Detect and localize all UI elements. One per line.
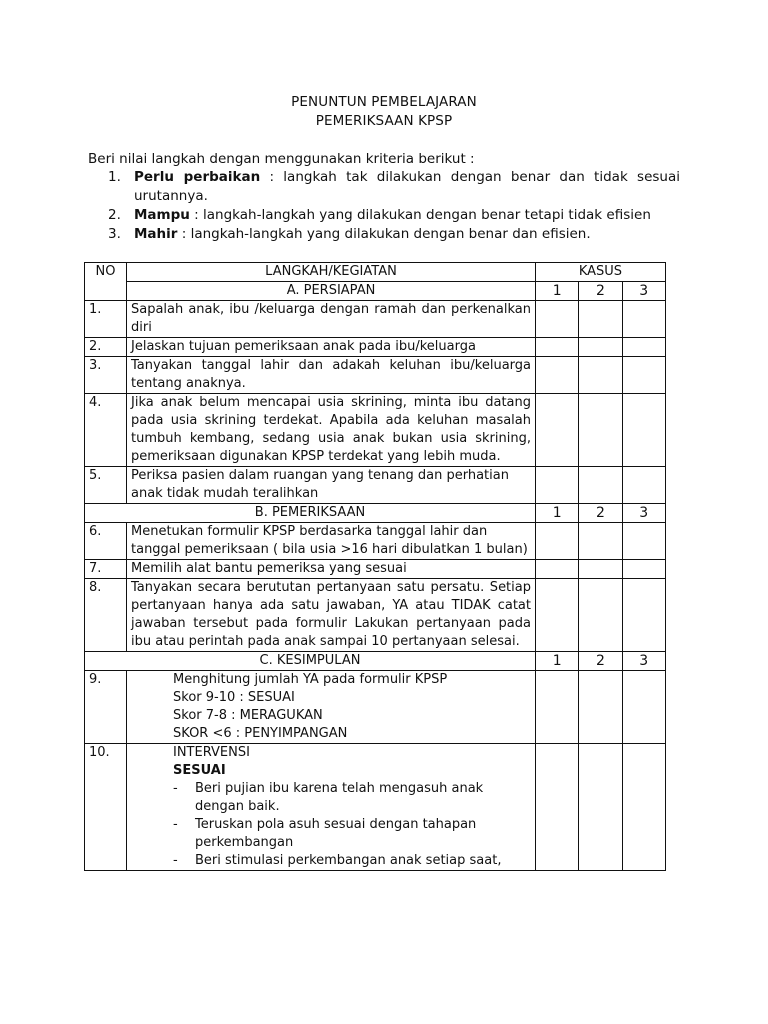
row-number: 6. [85, 523, 127, 560]
score-cell[interactable] [622, 357, 665, 394]
score-cell[interactable] [622, 744, 665, 871]
row-number: 9. [85, 671, 127, 744]
score-cell[interactable] [536, 671, 579, 744]
score-cell[interactable] [536, 579, 579, 652]
criteria-item [108, 206, 680, 225]
criteria-item [108, 225, 680, 244]
row-number: 7. [85, 560, 127, 579]
score-cell[interactable] [579, 301, 622, 338]
case-number: 1 [536, 652, 579, 671]
row-step: Memilih alat bantu pemeriksa yang sesuai [127, 560, 536, 579]
row-step: Tanyakan tanggal lahir dan adakah keluhan ibu/keluarga tentang anaknya. [127, 357, 536, 394]
score-cell[interactable] [579, 744, 622, 871]
criteria-term: Perlu perbaikan [134, 169, 261, 185]
table-row [85, 560, 666, 579]
scoring-line: Skor 7-8 : MERAGUKAN [173, 708, 323, 723]
score-cell[interactable] [622, 579, 665, 652]
title-line-1: PENUNTUN PEMBELAJARAN [291, 94, 477, 110]
criteria-desc: : langkah tak dilakukan dengan benar dan tidak sesuai urutannya. [134, 169, 680, 204]
row-step: Menetukan formulir KPSP berdasarka tanggal lahir dan tanggal pemeriksaan ( bila usia >16 hari dibulatkan 1 bulan) [127, 523, 536, 560]
intervention-subheading: SESUAI [173, 763, 226, 778]
list-item-text: Beri pujian ibu karena telah mengasuh anak dengan baik. [195, 781, 484, 814]
criteria-list [108, 168, 680, 244]
table-row [85, 579, 666, 652]
criteria-number: 3. [108, 226, 121, 242]
table-header-row [85, 263, 666, 282]
score-cell[interactable] [536, 523, 579, 560]
list-item-text: Teruskan pola asuh sesuai dengan tahapan perkembangan [195, 817, 477, 850]
table-row [85, 338, 666, 357]
score-cell[interactable] [622, 394, 665, 467]
table-row [85, 671, 666, 744]
list-item-text: Beri stimulasi perkembangan anak setiap saat, [195, 853, 502, 868]
criteria-term: Mampu [134, 207, 190, 223]
dash-bullet: - [173, 853, 178, 868]
table-row [85, 394, 666, 467]
criteria-number: 2. [108, 207, 121, 223]
scoring-line: SKOR <6 : PENYIMPANGAN [173, 726, 348, 741]
score-cell[interactable] [579, 579, 622, 652]
score-cell[interactable] [622, 560, 665, 579]
score-cell[interactable] [579, 394, 622, 467]
score-cell[interactable] [622, 523, 665, 560]
score-cell[interactable] [622, 671, 665, 744]
row-step: Periksa pasien dalam ruangan yang tenang dan perhatian anak tidak mudah teralihkan [127, 467, 536, 504]
row-step [127, 671, 536, 744]
case-number: 2 [579, 652, 622, 671]
scoring-line: Skor 9-10 : SESUAI [173, 690, 295, 705]
case-number: 3 [622, 504, 665, 523]
assessment-table [84, 262, 666, 871]
row-number: 1. [85, 301, 127, 338]
score-cell[interactable] [536, 357, 579, 394]
score-cell[interactable] [579, 338, 622, 357]
score-cell[interactable] [579, 671, 622, 744]
score-cell[interactable] [536, 467, 579, 504]
table-row [85, 467, 666, 504]
dash-bullet: - [173, 817, 178, 832]
case-number: 1 [536, 504, 579, 523]
score-cell[interactable] [536, 744, 579, 871]
score-cell[interactable] [536, 394, 579, 467]
scoring-line: Menghitung jumlah YA pada formulir KPSP [173, 672, 448, 687]
criteria-item [108, 168, 680, 206]
list-item [173, 816, 525, 852]
row-step: Sapalah anak, ibu /keluarga dengan ramah dan perkenalkan diri [127, 301, 536, 338]
case-number: 2 [579, 282, 622, 301]
row-step: Tanyakan secara berututan pertanyaan satu persatu. Setiap pertanyaan hanya ada satu jawaban, YA atau TIDAK catat jawaban tersebut pada formulir Lakukan pertanyaan pada ibu atau perintah pada anak sampai 10 pertanyaan selesai. [127, 579, 536, 652]
section-row-b [85, 504, 666, 523]
case-number: 3 [622, 652, 665, 671]
dash-bullet: - [173, 781, 178, 796]
section-row-c [85, 652, 666, 671]
list-item [173, 780, 525, 816]
header-cases: KASUS [536, 263, 666, 282]
row-number: 3. [85, 357, 127, 394]
score-cell[interactable] [622, 338, 665, 357]
table-row [85, 744, 666, 871]
row-number: 2. [85, 338, 127, 357]
title-line-2: PEMERIKSAAN KPSP [315, 113, 453, 129]
section-a-title: A. PERSIAPAN [127, 282, 536, 301]
header-no: NO [85, 263, 127, 301]
criteria-desc: : langkah-langkah yang dilakukan dengan benar tetapi tidak efisien [189, 207, 651, 223]
table-row [85, 523, 666, 560]
criteria-desc: : langkah-langkah yang dilakukan dengan benar dan efisien. [177, 226, 591, 242]
row-step: Jika anak belum mencapai usia skrining, minta ibu datang pada usia skrining terdekat. Apabila ada keluhan masalah tumbuh kembang, sedang usia anak bukan usia skrining, pemeriksaan digunakan KPSP terdekat yang lebih muda. [127, 394, 536, 467]
table-row [85, 357, 666, 394]
criteria-number: 1. [108, 169, 121, 185]
intro-text: Beri nilai langkah dengan menggunakan kriteria berikut : [88, 151, 475, 167]
list-item [173, 852, 525, 870]
score-cell[interactable] [579, 523, 622, 560]
intervention-heading: INTERVENSI [173, 745, 250, 760]
score-cell[interactable] [536, 338, 579, 357]
row-step: Jelaskan tujuan pemeriksaan anak pada ibu/keluarga [127, 338, 536, 357]
score-cell[interactable] [622, 467, 665, 504]
score-cell[interactable] [622, 301, 665, 338]
case-number: 2 [579, 504, 622, 523]
case-number: 3 [622, 282, 665, 301]
row-number: 8. [85, 579, 127, 652]
row-number: 10. [85, 744, 127, 871]
score-cell[interactable] [579, 560, 622, 579]
row-number: 5. [85, 467, 127, 504]
section-row-a [85, 282, 666, 301]
section-b-title: B. PEMERIKSAAN [85, 504, 536, 523]
row-step [127, 744, 536, 871]
table-row [85, 301, 666, 338]
section-c-title: C. KESIMPULAN [85, 652, 536, 671]
row-number: 4. [85, 394, 127, 467]
case-number: 1 [536, 282, 579, 301]
header-step: LANGKAH/KEGIATAN [127, 263, 536, 282]
score-cell[interactable] [579, 467, 622, 504]
criteria-term: Mahir [134, 226, 178, 242]
score-cell[interactable] [536, 301, 579, 338]
score-cell[interactable] [536, 560, 579, 579]
score-cell[interactable] [579, 357, 622, 394]
